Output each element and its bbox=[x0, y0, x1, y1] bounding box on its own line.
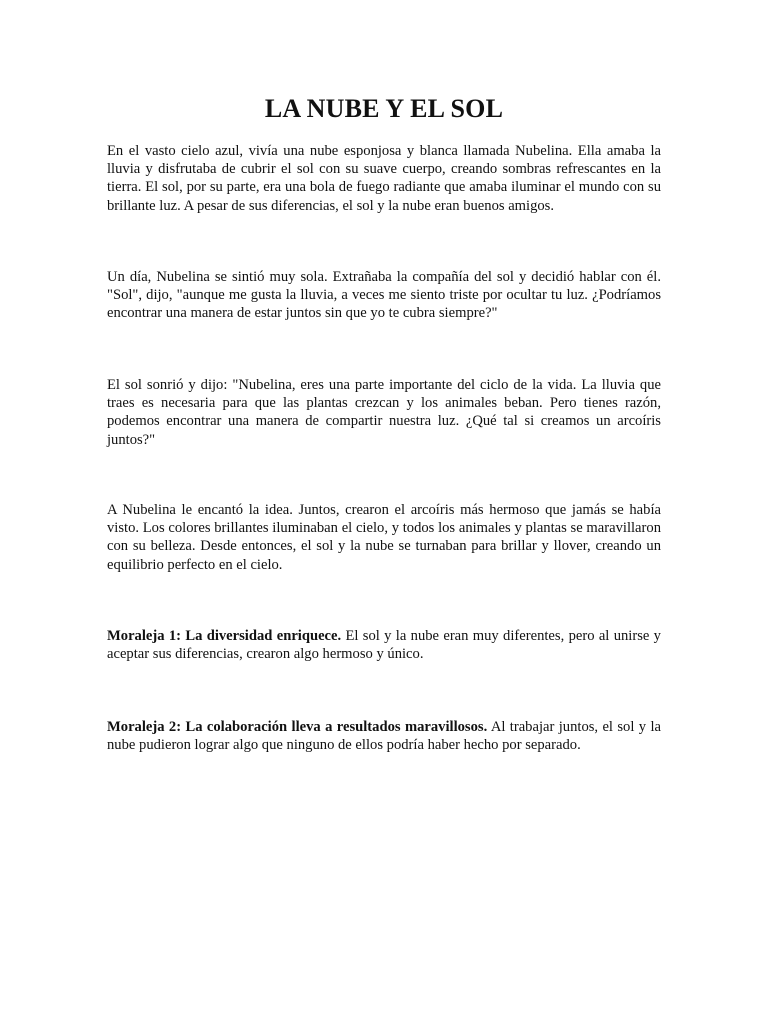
moral-paragraph-1 bbox=[107, 627, 661, 663]
moral-text-1: El sol y la nube eran muy diferentes, pero al unirse y aceptar sus diferencias, crearon algo hermoso y único. bbox=[107, 628, 661, 663]
story-paragraph-2: Un día, Nubelina se sintió muy sola. Extrañaba la compañía del sol y decidió hablar con él. "Sol", dijo, "aunque me gusta la lluvia, a veces me siento triste por ocultar tu luz. ¿Podríamos encontrar una manera de estar juntos sin que yo te cubra siempre?" bbox=[107, 269, 661, 322]
story-paragraph-4: A Nubelina le encantó la idea. Juntos, crearon el arcoíris más hermoso que jamás se había visto. Los colores brillantes iluminaban el cielo, y todos los animales y plantas se maravillaron con su belleza. Desde entonces, el sol y la nube se turnaban para brillar y llover, creando un equilibrio perfecto en el cielo. bbox=[107, 502, 661, 573]
story-paragraph-1: En el vasto cielo azul, vivía una nube esponjosa y blanca llamada Nubelina. Ella amaba la lluvia y disfrutaba de cubrir el sol con su suave cuerpo, creando sombras refrescantes en la tierra. El sol, por su parte, era una bola de fuego radiante que amaba iluminar el mundo con su brillante luz. A pesar de sus diferencias, el sol y la nube eran buenos amigos. bbox=[107, 143, 661, 214]
moral-text-2: Al trabajar juntos, el sol y la nube pudieron lograr algo que ninguno de ellos podría haber hecho por separado. bbox=[107, 719, 661, 754]
moral-paragraph-2 bbox=[107, 718, 661, 754]
moral-label-2: Moraleja 2: La colaboración lleva a resultados maravillosos. bbox=[107, 719, 488, 735]
story-paragraph-3: El sol sonrió y dijo: "Nubelina, eres una parte importante del ciclo de la vida. La lluvia que traes es necesaria para que las plantas crezcan y los animales beban. Pero tienes razón, podemos encontrar una manera de compartir nuestra luz. ¿Qué tal si creamos un arcoíris juntos?" bbox=[107, 377, 661, 448]
moral-label-1: Moraleja 1: La diversidad enriquece. bbox=[107, 628, 342, 644]
page-title: LA NUBE Y EL SOL bbox=[264, 94, 504, 123]
